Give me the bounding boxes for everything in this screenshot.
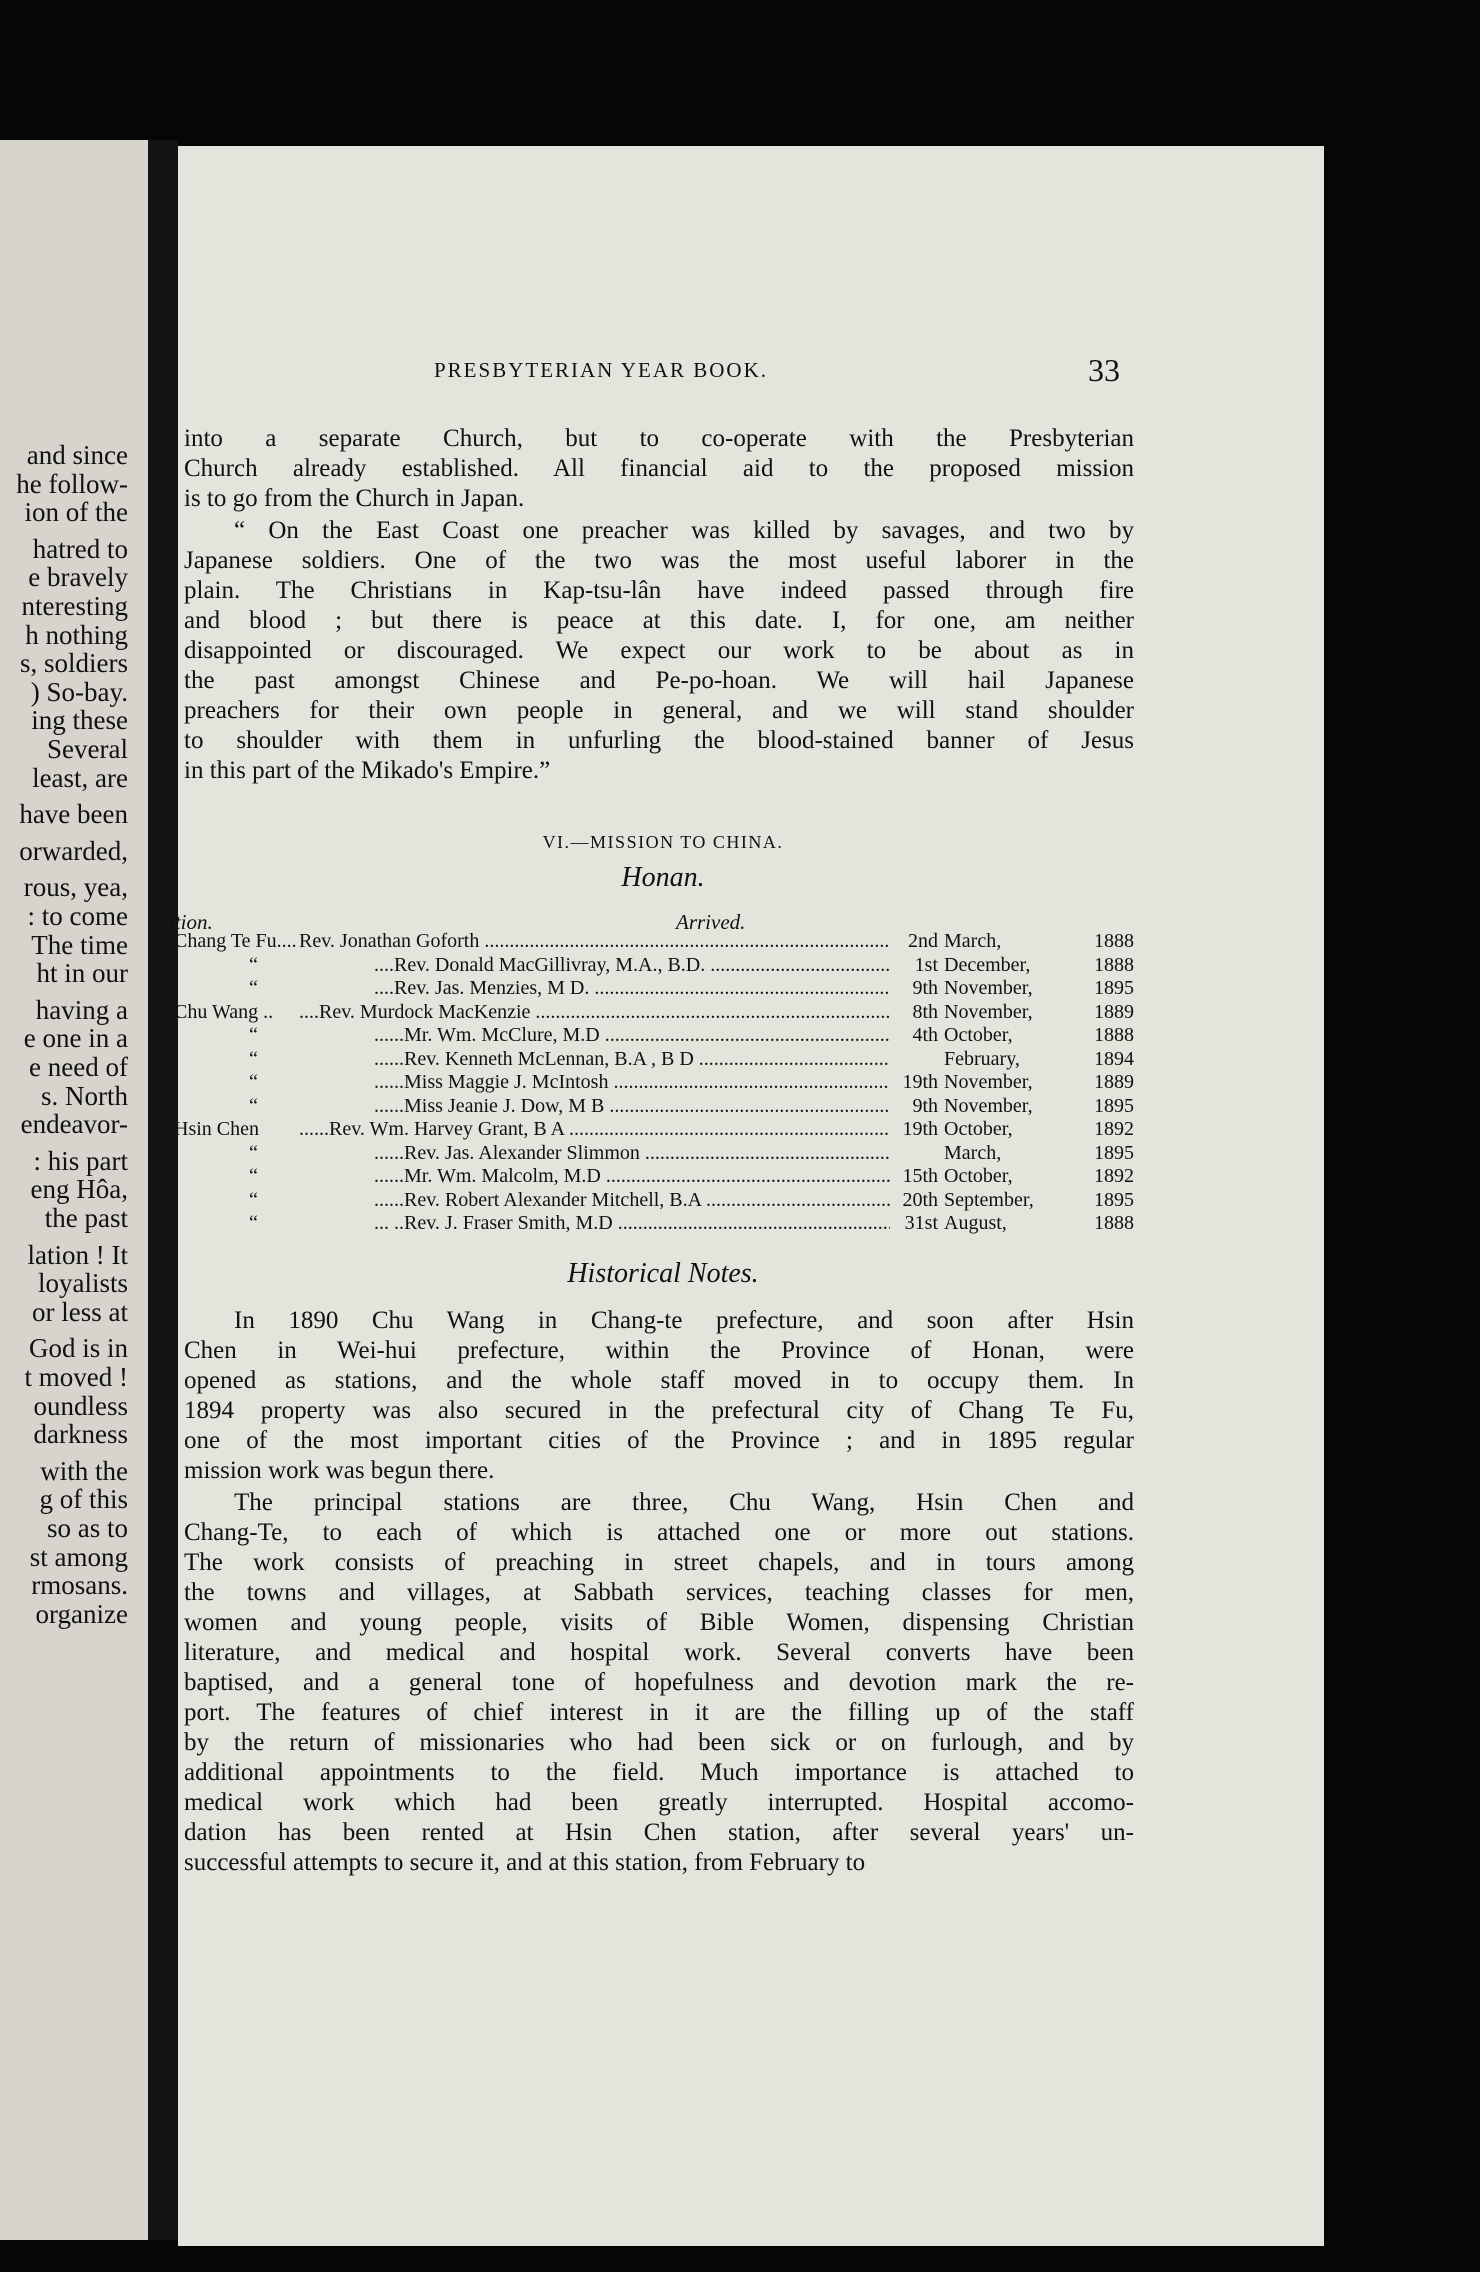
text-line: into a separate Church, but to co-operate with the Presbyterian [184, 425, 1134, 452]
table-row [174, 1212, 1134, 1236]
year-cell: 1894 [1094, 1047, 1134, 1070]
facing-page-line: darkness [33, 1419, 128, 1450]
station-cell: “ [249, 1024, 258, 1046]
name-cell: Rev. Jonathan Goforth ..... [299, 930, 890, 954]
month-cell: March, [944, 930, 1002, 952]
facing-page-line: h nothing [25, 619, 128, 650]
facing-page-line: ing these [31, 705, 128, 736]
facing-page-line: : his part [33, 1145, 128, 1176]
day-cell: 20th [902, 1188, 938, 1211]
station-cell: “ [249, 1165, 258, 1187]
paragraph-east-coast-quote [184, 516, 1134, 786]
year-cell: 1888 [1094, 1024, 1134, 1046]
station-cell: Hsin Chen [174, 1118, 259, 1140]
text-line: Chen in Wei-hui prefecture, within the Province of Honan, were [184, 1337, 1134, 1364]
station-cell: Chu Wang .. [174, 1000, 274, 1023]
facing-page-line: g of this [39, 1484, 128, 1515]
year-cell: 1892 [1094, 1118, 1134, 1140]
year-cell: 1892 [1094, 1165, 1134, 1187]
facing-page-line: ) So-bay. [30, 676, 128, 707]
arrived-column-header: Arrived. [676, 910, 746, 934]
month-cell: December, [944, 953, 1031, 976]
month-cell: October, [944, 1024, 1013, 1046]
name-cell: ......Rev. Kenneth McLennan, B.A , B D ..... [374, 1048, 890, 1072]
station-cell: “ [249, 1212, 258, 1234]
facing-page-line: hatred to [32, 533, 128, 564]
name-cell: ......Rev. Wm. Harvey Grant, B A ..... [299, 1118, 890, 1142]
historical-notes-heading: Historical Notes. [567, 1258, 759, 1289]
facing-page-line: or less at [32, 1296, 128, 1327]
facing-page-line: : to come [27, 901, 128, 931]
facing-page-line: e one in a [23, 1023, 128, 1054]
facing-page-line: with the [40, 1455, 128, 1486]
facing-page-fragment [0, 140, 148, 2240]
day-cell: 4th [912, 1024, 938, 1046]
text-line: Chang-Te, to each of which is attached one or more out stations. [184, 1519, 1134, 1546]
table-row [174, 954, 1134, 978]
month-cell: March, [944, 1141, 1002, 1164]
table-row [174, 930, 1134, 954]
facing-page-line: and since [26, 440, 128, 470]
page-number: 33 [1088, 352, 1120, 388]
year-cell: 1888 [1094, 930, 1134, 952]
table-row [174, 1071, 1134, 1095]
station-cell: “ [249, 953, 258, 976]
text-line: 1894 property was also secured in the prefectural city of Chang Te Fu, [184, 1397, 1134, 1424]
text-line: Japanese soldiers. One of the two was the most useful laborer in the [184, 547, 1134, 574]
text-line: Church already established. All financial aid to the proposed mission [184, 455, 1134, 482]
facing-page-line: The time [31, 929, 128, 960]
text-line: The principal stations are three, Chu Wang, Hsin Chen and [234, 1489, 1134, 1516]
year-cell: 1895 [1094, 1188, 1134, 1211]
facing-page-line: t moved ! [24, 1362, 128, 1392]
facing-page-line: endeavor- [20, 1109, 128, 1140]
day-cell: 19th [902, 1118, 938, 1140]
station-cell: Chang Te Fu.... [174, 930, 297, 952]
name-cell: ......Miss Jeanie J. Dow, M B ..... [374, 1095, 890, 1119]
station-cell: “ [249, 1047, 258, 1070]
facing-page-line: st among [29, 1541, 128, 1572]
name-cell: ......Rev. Robert Alexander Mitchell, B.A ..... [374, 1189, 890, 1213]
month-cell: October, [944, 1165, 1013, 1187]
facing-page-line: e bravely [28, 562, 128, 593]
day-cell: 1st [914, 953, 938, 976]
year-cell: 1888 [1094, 953, 1134, 976]
text-line: and blood ; but there is peace at this date. I, for one, am neither [184, 607, 1134, 634]
station-cell: “ [249, 1188, 258, 1211]
section-heading: VI.—MISSION TO CHINA. [542, 832, 784, 852]
station-cell: “ [249, 1141, 258, 1164]
running-head: PRESBYTERIAN YEAR BOOK. [434, 358, 768, 382]
day-cell: 19th [902, 1071, 938, 1093]
year-cell: 1889 [1094, 1000, 1134, 1023]
month-cell: November, [944, 1094, 1033, 1117]
text-line: to shoulder with them in unfurling the blood-stained banner of Jesus [184, 727, 1134, 754]
text-line: disappointed or discouraged. We expect our work to be about as in [184, 637, 1134, 664]
day-cell [890, 1142, 944, 1166]
year-cell: 1889 [1094, 1071, 1134, 1093]
text-line: successful attempts to secure it, and at this station, from February to [184, 1849, 866, 1876]
text-line: the towns and villages, at Sabbath services, teaching classes for men, [184, 1579, 1134, 1606]
paragraph-stations-opened [184, 1306, 1134, 1486]
table-row [174, 1095, 1134, 1119]
text-line: “ On the East Coast one preacher was killed by savages, and two by [234, 517, 1134, 544]
text-line: medical work which had been greatly interrupted. Hospital accomo- [184, 1789, 1134, 1816]
station-cell: “ [249, 977, 258, 999]
facing-page-line: ion of the [24, 497, 128, 528]
day-cell: 15th [902, 1165, 938, 1187]
month-cell: August, [944, 1212, 1007, 1234]
facing-page-line: s, soldiers [20, 648, 128, 679]
year-cell: 1888 [1094, 1212, 1134, 1234]
day-cell [890, 1048, 944, 1072]
name-cell: ......Mr. Wm. McClure, M.D ..... [374, 1024, 890, 1048]
text-line: In 1890 Chu Wang in Chang-te prefecture, and soon after Hsin [234, 1307, 1134, 1334]
facing-page-line: have been [19, 799, 128, 830]
month-cell: February, [944, 1047, 1020, 1070]
name-cell: ....Rev. Jas. Menzies, M D. ..... [374, 977, 890, 1001]
name-cell: ....Rev. Murdock MacKenzie ..... [299, 1001, 890, 1025]
name-cell: ......Miss Maggie J. McIntosh ..... [374, 1071, 890, 1095]
year-cell: 1895 [1094, 1141, 1134, 1164]
year-cell: 1895 [1094, 1094, 1134, 1117]
day-cell: 31st [904, 1212, 938, 1234]
facing-page-line: lation ! It [27, 1239, 128, 1270]
facing-page-line: rous, yea, [23, 872, 128, 903]
year-cell: 1895 [1094, 977, 1134, 999]
table-row [174, 977, 1134, 1001]
text-line: one of the most important cities of the Province ; and in 1895 regular [184, 1427, 1134, 1454]
month-cell: November, [944, 1071, 1033, 1093]
facing-page-line: ht in our [36, 958, 128, 989]
table-row [174, 1024, 1134, 1048]
month-cell: September, [944, 1188, 1034, 1211]
table-row [174, 1118, 1134, 1142]
text-line: by the return of missionaries who had been sick or on furlough, and by [184, 1729, 1134, 1756]
text-line: mission work was begun there. [184, 1457, 495, 1484]
facing-page-line: orwarded, [19, 835, 128, 866]
facing-page-line: so as to [47, 1513, 128, 1543]
name-cell: ... ..Rev. J. Fraser Smith, M.D ..... [374, 1212, 890, 1236]
text-line: plain. The Christians in Kap-tsu-lân have indeed passed through fire [184, 577, 1134, 604]
facing-page-line: s. North [41, 1080, 128, 1111]
table-row [174, 1142, 1134, 1166]
text-line: opened as stations, and the whole staff moved in to occupy them. In [184, 1367, 1134, 1394]
name-cell: ......Rev. Jas. Alexander Slimmon ..... [374, 1142, 890, 1166]
facing-page-line: Several [47, 734, 128, 764]
station-cell: “ [249, 1094, 258, 1117]
name-cell: ....Rev. Donald MacGillivray, M.A., B.D. ..... [374, 954, 890, 978]
text-line: The work consists of preaching in street chapels, and in tours among [184, 1549, 1134, 1576]
text-line: port. The features of chief interest in it are the filling up of the staff [184, 1699, 1134, 1726]
table-row [174, 1165, 1134, 1189]
facing-page-line: oundless [33, 1390, 128, 1421]
table-row [174, 1048, 1134, 1072]
book-page [148, 146, 1324, 2246]
facing-page-line: e need of [29, 1052, 128, 1082]
month-cell: October, [944, 1118, 1013, 1140]
text-line: baptised, and a general tone of hopefulness and devotion mark the re- [184, 1669, 1134, 1696]
day-cell: 2nd [908, 930, 938, 952]
facing-page-line: having a [35, 994, 128, 1025]
facing-page-line: least, are [32, 762, 128, 793]
day-cell: 9th [912, 977, 938, 999]
facing-page-line: he follow- [16, 468, 128, 499]
facing-page-line: loyalists [37, 1268, 128, 1299]
facing-page-line: eng Hôa, [30, 1174, 128, 1205]
name-cell: ......Mr. Wm. Malcolm, M.D ..... [374, 1165, 890, 1189]
text-line: additional appointments to the field. Much importance is attached to [184, 1759, 1134, 1786]
text-line: women and young people, visits of Bible Women, dispensing Christian [184, 1609, 1134, 1636]
paragraph-principal-stations [184, 1488, 1134, 1878]
text-line: preachers for their own people in general, and we will stand shoulder [184, 697, 1134, 724]
month-cell: November, [944, 977, 1033, 999]
missionary-table [174, 930, 1134, 1236]
month-cell: November, [944, 1000, 1033, 1023]
honan-subheading: Honan. [621, 862, 705, 893]
station-column-header: Station. [148, 910, 213, 934]
paragraph-church-japan [184, 424, 1134, 514]
day-cell: 8th [912, 1000, 938, 1023]
text-line: the past amongst Chinese and Pe-po-hoan. We will hail Japanese [184, 667, 1134, 694]
text-line: literature, and medical and hospital work. Several converts have been [184, 1639, 1134, 1666]
table-row [174, 1189, 1134, 1213]
facing-page-line: organize [35, 1598, 128, 1629]
day-cell: 9th [912, 1094, 938, 1117]
facing-page-line: nteresting [21, 591, 128, 621]
facing-page-line: the past [44, 1203, 128, 1233]
station-cell: “ [249, 1071, 258, 1093]
text-line: is to go from the Church in Japan. [184, 485, 525, 512]
facing-page-line: rmosans. [31, 1570, 128, 1601]
text-line: in this part of the Mikado's Empire.” [184, 757, 551, 784]
text-line: dation has been rented at Hsin Chen station, after several years' un- [184, 1819, 1134, 1846]
facing-page-line: God is in [28, 1333, 128, 1364]
table-row [174, 1001, 1134, 1025]
